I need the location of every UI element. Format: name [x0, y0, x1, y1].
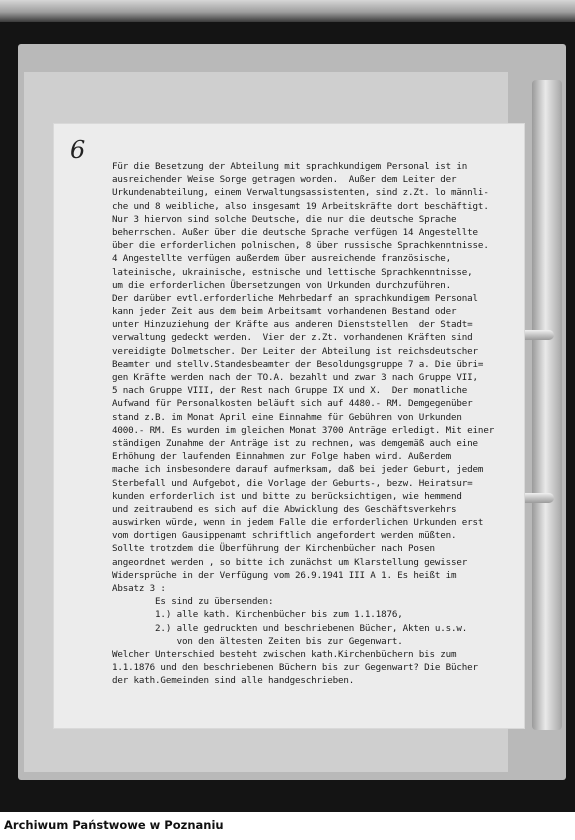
document-line: von den ältesten Zeiten bis zur Gegenwart. — [112, 635, 403, 647]
document-line: beherrschen. Außer über die deutsche Sprache verfügen 14 Angestellte — [112, 226, 478, 238]
document-line: um die erforderlichen Übersetzungen von Urkunden durchzuführen. — [112, 279, 452, 291]
document-line: 1.1.1876 und den beschriebenen Büchern bis zur Gegenwart? Die Bücher — [112, 662, 478, 674]
document-line: kunden erforderlich ist und bitte zu berücksichtigen, wie hemmend — [112, 490, 462, 502]
document-line: unter Hinzuziehung der Kräfte aus anderen Dienststellen der Stadt= — [112, 319, 473, 331]
document-line: gen Kräfte werden nach der TO.A. bezahlt und zwar 3 nach Gruppe VII, — [112, 372, 478, 383]
document-text — [112, 160, 524, 688]
document-line: kann jeder Zeit aus dem beim Arbeitsamt vorhandenen Bestand oder — [112, 306, 457, 318]
document-page — [54, 124, 524, 728]
document-line: Sollte trotzdem die Überführung der Kirchenbücher nach Posen — [112, 543, 435, 555]
archive-footer — [0, 812, 575, 840]
document-line: 4000.- RM. Es wurden im gleichen Monat 3700 Anträge erledigt. Mit einer — [112, 424, 495, 436]
document-line: 2.) alle gedruckten und beschriebenen Bücher, Akten u.s.w. — [112, 622, 468, 634]
document-line: Absatz 3 : — [112, 583, 166, 594]
document-line: verwaltung gedeckt werden. Vier der z.Zt. vorhandenen Kräften sind — [112, 332, 473, 344]
document-line: Widersprüche in der Verfügung vom 26.9.1941 III A 1. Es heißt im — [112, 569, 457, 581]
document-line: Für die Besetzung der Abteilung mit sprachkundigem Personal ist in — [112, 161, 468, 172]
document-line: ständigen Zunahme der Anträge ist zu rechnen, was demgemäß auch eine — [112, 437, 478, 449]
document-line: vereidigte Dolmetscher. Der Leiter der Abteilung ist reichsdeutscher — [112, 345, 478, 357]
document-line: ausreichender Weise Sorge getragen worden. Außer dem Leiter der — [112, 174, 457, 186]
document-line: angeordnet werden , so bitte ich zunächst um Klarstellung gewisser — [112, 556, 468, 568]
document-line: auswirken würde, wenn in jedem Falle die erforderlichen Urkunden erst — [112, 517, 484, 529]
document-line: 1.) alle kath. Kirchenbücher bis zum 1.1.1876, — [112, 609, 403, 621]
document-line: Aufwand für Personalkosten beläuft sich auf 4480.- RM. Demgegenüber — [112, 398, 473, 410]
document-line: Es sind zu übersenden: — [112, 596, 274, 608]
document-line: Welcher Unterschied besteht zwischen kath.Kirchenbüchern bis zum — [112, 648, 457, 660]
document-line: und zeitraubend es sich auf die Abwicklung des Geschäftsverkehrs — [112, 503, 457, 515]
document-line: über die erforderlichen polnischen, 8 über russische Sprachkenntnisse. — [112, 240, 489, 252]
scanner-top-strip — [0, 0, 575, 22]
document-line: Nur 3 hiervon sind solche Deutsche, die nur die deutsche Sprache — [112, 213, 457, 225]
document-line: lateinische, ukrainische, estnische und lettische Sprachkenntnisse, — [112, 266, 473, 278]
page-number-mark: 6 — [70, 136, 86, 164]
document-line: 4 Angestellte verfügen außerdem über ausreichende französische, — [112, 253, 452, 265]
document-line: der kath.Gemeinden sind alle handgeschrieben. — [112, 675, 355, 687]
archive-label: Archiwum Państwowe w Poznaniu — [4, 818, 224, 832]
document-line: Urkundenabteilung, einem Verwaltungsassistenten, sind z.Zt. lo männli- — [112, 187, 489, 199]
document-line: mache ich insbesondere darauf aufmerksam, daß bei jeder Geburt, jedem — [112, 464, 484, 476]
binding-edge — [532, 80, 562, 730]
document-line: Der darüber evtl.erforderliche Mehrbedarf an sprachkundigem Personal — [112, 292, 478, 304]
document-line: Beamter und stellv.Standesbeamter der Besoldungsgruppe 7 a. Die übri= — [112, 358, 484, 370]
document-line: vom dortigen Gausippenamt schriftlich angefordert werden müßten. — [112, 530, 457, 542]
document-line: Erhöhung der laufenden Einnahmen zur Folge haben wird. Außerdem — [112, 451, 452, 463]
document-line: Sterbefall und Aufgebot, die Vorlage der Geburts-, bezw. Heiratsur= — [112, 477, 473, 489]
document-line: stand z.B. im Monat April eine Einnahme für Gebühren von Urkunden — [112, 411, 462, 423]
document-line: che und 8 weibliche, also insgesamt 19 Arbeitskräfte dort beschäftigt. — [112, 200, 489, 212]
document-line: 5 nach Gruppe VIII, der Rest nach Gruppe IX und X. Der monatliche — [112, 385, 468, 397]
